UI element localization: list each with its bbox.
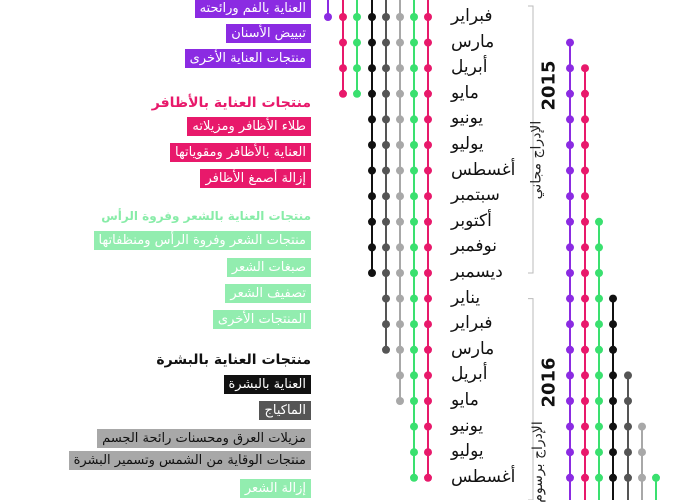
track-dot — [424, 320, 432, 328]
track-dot — [410, 346, 418, 354]
track-dot — [396, 90, 404, 98]
track-dot — [382, 192, 390, 200]
track-dot — [368, 64, 376, 72]
track-dot — [368, 141, 376, 149]
track-dot — [595, 371, 603, 379]
track-dot — [566, 90, 574, 98]
track-dot — [595, 448, 603, 456]
track-dot — [396, 346, 404, 354]
track-dot — [595, 218, 603, 226]
track-dot — [424, 90, 432, 98]
month-label: يونيو — [451, 415, 484, 436]
year-2015: 2015 — [538, 60, 560, 111]
category-skin: منتجات العناية بالبشرة — [156, 352, 311, 368]
track-dot — [581, 141, 589, 149]
note-free-listing: الإدراج مجاني — [528, 120, 545, 200]
track-dot — [382, 167, 390, 175]
track-dot — [638, 423, 646, 431]
track-dot — [624, 371, 632, 379]
track-dot — [566, 243, 574, 251]
track-dot — [339, 90, 347, 98]
track-dot — [424, 269, 432, 277]
track-dot — [566, 320, 574, 328]
track-dot — [410, 320, 418, 328]
track-dot — [424, 141, 432, 149]
month-label: فبراير — [451, 313, 493, 334]
track-dot — [595, 423, 603, 431]
track-dot — [595, 243, 603, 251]
track-dot — [609, 346, 617, 354]
track-dot — [382, 320, 390, 328]
track-dot — [595, 269, 603, 277]
track-dot — [581, 295, 589, 303]
label-deodorant: مزيلات العرق ومحسنات رائحة الجسم — [97, 429, 311, 448]
track-dot — [410, 39, 418, 47]
track-dot — [609, 371, 617, 379]
label-teeth-whitening: تبييض الأسنان — [226, 24, 311, 43]
track-dot — [368, 192, 376, 200]
track-dot — [424, 346, 432, 354]
track-dot — [396, 371, 404, 379]
label-hair-removal: إزالة الشعر — [240, 479, 311, 498]
track-dot — [566, 167, 574, 175]
track-dot — [581, 320, 589, 328]
month-label: مارس — [451, 31, 495, 52]
track-dot — [566, 346, 574, 354]
track-dot — [382, 39, 390, 47]
track-dot — [353, 64, 361, 72]
track-dot — [566, 371, 574, 379]
track-dot — [424, 371, 432, 379]
track-dot — [396, 39, 404, 47]
track-dot — [382, 243, 390, 251]
track-dot — [624, 423, 632, 431]
track-dot — [595, 474, 603, 482]
month-label: يوليو — [451, 134, 484, 154]
track-dot — [609, 423, 617, 431]
track-dot — [566, 192, 574, 200]
track-dot — [410, 448, 418, 456]
track-dot — [396, 397, 404, 405]
track-dot — [410, 167, 418, 175]
track-dot — [652, 474, 660, 482]
track-dot — [424, 295, 432, 303]
month-label: أبريل — [451, 57, 488, 78]
track-dot — [566, 397, 574, 405]
track-dot — [382, 346, 390, 354]
track-dot — [581, 115, 589, 123]
track-dot — [396, 64, 404, 72]
track-dot — [424, 192, 432, 200]
month-label: مارس — [451, 338, 495, 359]
track-dot — [410, 243, 418, 251]
track-dot — [410, 192, 418, 200]
track-dot — [382, 141, 390, 149]
track-dot — [566, 39, 574, 47]
track-dot — [353, 13, 361, 21]
label-makeup: الماكياج — [259, 401, 311, 420]
track-dot — [353, 39, 361, 47]
track-dot — [609, 295, 617, 303]
track-dot — [424, 39, 432, 47]
track-dot — [368, 269, 376, 277]
track-dot — [382, 115, 390, 123]
track-dot — [581, 474, 589, 482]
track-dot — [424, 448, 432, 456]
track-dot — [410, 218, 418, 226]
month-label: ديسمبر — [451, 262, 503, 282]
track-dot — [410, 141, 418, 149]
label-hair-products: منتجات الشعر وفروة الرأس ومنظفاتها — [94, 231, 311, 250]
track-dot — [382, 295, 390, 303]
track-dot — [396, 115, 404, 123]
track-dot — [410, 269, 418, 277]
month-label: سبتمبر — [451, 185, 500, 206]
month-label: مايو — [451, 390, 479, 410]
track-dot — [424, 115, 432, 123]
track-dot — [382, 269, 390, 277]
track-dot — [368, 115, 376, 123]
track-dot — [638, 474, 646, 482]
label-other-care-products: منتجات العناية الأخرى — [185, 49, 311, 68]
track-dot — [424, 13, 432, 21]
track-dot — [368, 243, 376, 251]
track-dot — [396, 320, 404, 328]
track-dot — [339, 39, 347, 47]
track-dot — [581, 64, 589, 72]
month-label: أكتوبر — [451, 210, 492, 231]
label-nail-polish: طلاء الأظافر ومزيلاته — [187, 117, 311, 136]
track-dot — [609, 474, 617, 482]
track-dot — [368, 167, 376, 175]
track-dot — [396, 243, 404, 251]
label-skin-care: العناية بالبشرة — [224, 375, 312, 394]
category-nails: منتجات العناية بالأظافر — [151, 95, 311, 111]
track-dot — [368, 39, 376, 47]
track-dot — [410, 64, 418, 72]
track-dot — [581, 269, 589, 277]
track-dot — [609, 397, 617, 405]
track-dot — [609, 448, 617, 456]
track-dot — [566, 295, 574, 303]
track-dot — [566, 218, 574, 226]
track-dot — [581, 448, 589, 456]
track-dot — [566, 115, 574, 123]
track-dot — [396, 13, 404, 21]
label-oral-care: العناية بالفم ورائحته — [195, 0, 311, 18]
label-hair-dye: صبغات الشعر — [227, 258, 311, 277]
track-dot — [581, 423, 589, 431]
track-dot — [566, 141, 574, 149]
track-dot — [396, 218, 404, 226]
track-dot — [410, 90, 418, 98]
label-other-products: المنتجات الأخرى — [213, 310, 311, 329]
track-dot — [382, 90, 390, 98]
track-dot — [595, 346, 603, 354]
track-dot — [609, 320, 617, 328]
month-label: أغسطس — [451, 466, 516, 487]
track-dot — [424, 474, 432, 482]
month-label: يناير — [451, 287, 481, 308]
track-dot — [396, 295, 404, 303]
track-dot — [410, 423, 418, 431]
track-dot — [368, 90, 376, 98]
year-2016: 2016 — [538, 357, 560, 408]
track-dot — [595, 397, 603, 405]
track-dot — [581, 397, 589, 405]
track-dot — [410, 371, 418, 379]
month-label: فبراير — [451, 6, 493, 26]
category-hair: منتجات العناية بالشعر وفروة الرأس — [101, 209, 311, 223]
label-hair-styling: تصفيف الشعر — [225, 284, 311, 303]
month-label: يوليو — [451, 441, 484, 462]
track-dot — [566, 269, 574, 277]
track-dot — [424, 64, 432, 72]
note-paid-listing: الإدراج برسوم — [529, 421, 546, 503]
track-dot — [396, 141, 404, 149]
track-dot — [410, 295, 418, 303]
track-dot — [424, 243, 432, 251]
track-dot — [581, 346, 589, 354]
track-dot — [382, 64, 390, 72]
month-label: نوفمبر — [451, 236, 497, 257]
track-dot — [638, 448, 646, 456]
track-dot — [382, 218, 390, 226]
track-dot — [396, 167, 404, 175]
track-dot — [368, 13, 376, 21]
label-nail-remover: إزالة أصمغ الأظافر — [200, 169, 311, 188]
track-dot — [566, 448, 574, 456]
track-dot — [424, 167, 432, 175]
month-label: أغسطس — [451, 159, 516, 180]
track-dot — [410, 13, 418, 21]
track-dot — [581, 90, 589, 98]
track-dot — [324, 13, 332, 21]
label-sun-care: منتجات الوقاية من الشمس وتسمير البشرة — [69, 451, 311, 470]
track-dot — [624, 397, 632, 405]
track-dot — [424, 423, 432, 431]
track-dot — [410, 474, 418, 482]
track-dot — [368, 218, 376, 226]
track-dot — [581, 167, 589, 175]
track-dot — [382, 13, 390, 21]
track-dot — [581, 192, 589, 200]
month-label: أبريل — [451, 364, 488, 385]
track-dot — [581, 218, 589, 226]
track-dot — [566, 64, 574, 72]
label-nail-care: العناية بالأظافر ومقوياتها — [170, 143, 311, 162]
track-dot — [424, 218, 432, 226]
track-dot — [624, 448, 632, 456]
month-label: مايو — [451, 82, 479, 103]
track-dot — [396, 269, 404, 277]
track-dot — [396, 192, 404, 200]
track-dot — [595, 320, 603, 328]
track-dot — [410, 115, 418, 123]
track-dot — [566, 423, 574, 431]
track-dot — [581, 371, 589, 379]
track-dot — [581, 243, 589, 251]
month-label: يونيو — [451, 108, 484, 129]
track-dot — [595, 295, 603, 303]
track-dot — [339, 13, 347, 21]
track-dot — [353, 90, 361, 98]
track-dot — [424, 397, 432, 405]
track-dot — [410, 397, 418, 405]
track-dot — [624, 474, 632, 482]
track-dot — [339, 64, 347, 72]
track-dot — [566, 474, 574, 482]
